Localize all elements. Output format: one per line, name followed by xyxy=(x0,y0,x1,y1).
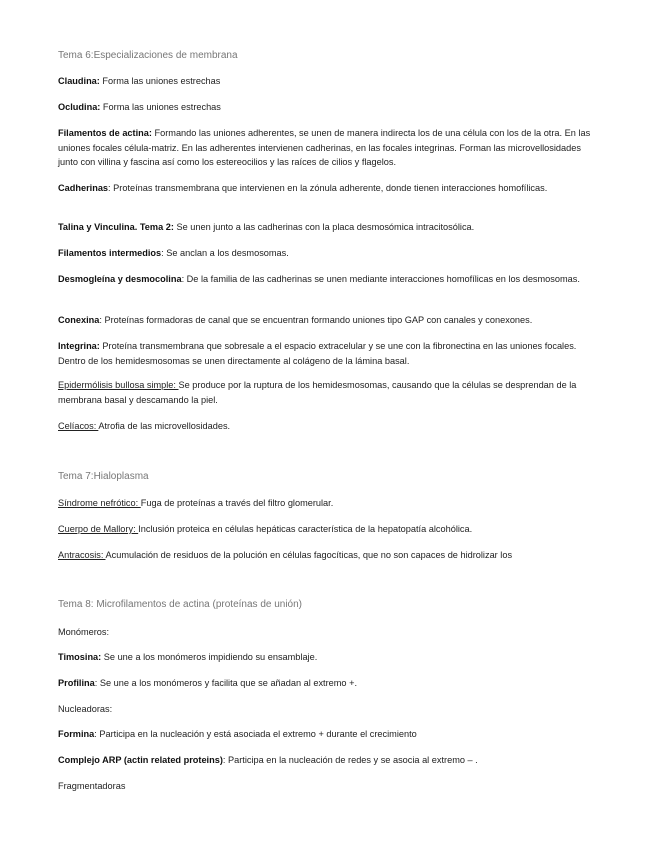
term: Profilina xyxy=(58,678,95,688)
paragraph-filamentos-intermedios xyxy=(58,246,594,261)
term: Formina xyxy=(58,729,95,739)
definition: Se produce por la ruptura de los hemidesmosomas, causando que la células se desprendan de la membrana basal y descamando la piel. xyxy=(58,380,577,405)
paragraph-claudina xyxy=(58,74,594,89)
definition: : Proteínas transmembrana que intervienen en la zónula adherente, donde tienen interacciones homofílicas. xyxy=(108,183,548,193)
paragraph-sindrome-nefrotico xyxy=(58,496,594,511)
term: Celíacos: xyxy=(58,421,99,431)
paragraph-complejo-arp xyxy=(58,753,594,768)
term: Desmogleína y desmocolina xyxy=(58,274,182,284)
term: Filamentos intermedios xyxy=(58,248,162,258)
section-title-tema-6: Tema 6:Especializaciones de membrana xyxy=(58,50,238,61)
paragraph-nucleadoras: Nucleadoras: xyxy=(58,704,113,714)
definition: Fuga de proteínas a través del filtro glomerular. xyxy=(140,498,334,508)
paragraph-profilina xyxy=(58,676,594,691)
paragraph-fragmentadoras: Fragmentadoras xyxy=(58,781,126,791)
definition: : De la familia de las cadherinas se unen mediante interacciones homofílicas en los desmosomas. xyxy=(181,274,580,284)
term: Cuerpo de Mallory: xyxy=(58,524,139,534)
term: Talina y Vinculina. Tema 2: xyxy=(58,222,174,232)
section-title-tema-7: Tema 7:Hialoplasma xyxy=(58,471,149,482)
term: Integrina: xyxy=(58,341,100,351)
paragraph-filamentos-actina xyxy=(58,126,594,170)
paragraph-desmogleina xyxy=(58,272,594,287)
term: Filamentos de actina: xyxy=(58,128,152,138)
term: Epidermólisis bullosa simple: xyxy=(58,380,179,390)
term: Timosina: xyxy=(58,652,102,662)
definition: Proteína transmembrana que sobresale a el espacio extracelular y se une con la fibronectina en las uniones focales. Dentro de los hemidesmosomas se unen directamente al colágeno de la lámina basal. xyxy=(58,341,577,366)
paragraph-formina xyxy=(58,727,594,742)
definition: : Proteínas formadoras de canal que se encuentran formando uniones tipo GAP con canales y conexones. xyxy=(99,315,533,325)
section-title-tema-8: Tema 8: Microfilamentos de actina (proteínas de unión) xyxy=(58,599,303,610)
paragraph-antracosis xyxy=(58,548,618,563)
paragraph-celiacos xyxy=(58,419,594,434)
definition: Se une a los monómeros impidiendo su ensamblaje. xyxy=(101,652,318,662)
term: Ocludina: xyxy=(58,102,101,112)
term: Complejo ARP (actin related proteins) xyxy=(58,755,223,765)
term: Conexina xyxy=(58,315,100,325)
definition: Acumulación de residuos de la polución en células fagocíticas, que no son capaces de hidrolizar los xyxy=(105,550,513,560)
paragraph-cuerpo-mallory xyxy=(58,522,594,537)
definition: Inclusión proteica en células hepáticas característica de la hepatopatía alcohólica. xyxy=(138,524,473,534)
term: Cadherinas xyxy=(58,183,109,193)
term: Claudina: xyxy=(58,76,100,86)
definition: Formando las uniones adherentes, se unen de manera indirecta los de una célula con los de la otra. En las uniones focales célula-matriz. En las adherentes intervienen cadherinas, en las focales integrinas. Forman las microvellosidades junto con villina y fascina así como los estereocilios y las raíces de cilios y flagelos. xyxy=(58,128,591,167)
paragraph-cadherinas xyxy=(58,181,594,196)
definition: : Se anclan a los desmosomas. xyxy=(161,248,289,258)
paragraph-integrina xyxy=(58,339,594,368)
paragraph-conexina xyxy=(58,313,594,328)
definition: Forma las uniones estrechas xyxy=(100,102,221,112)
definition: Se unen junto a las cadherinas con la placa desmosómica intracitosólica. xyxy=(173,222,475,232)
term: Antracosis: xyxy=(58,550,106,560)
definition: : Participa en la nucleación de redes y se asocia al extremo – . xyxy=(222,755,478,765)
definition: : Participa en la nucleación y está asociada el extremo + durante el crecimiento xyxy=(94,729,417,739)
paragraph-epidermolisis xyxy=(58,378,594,407)
paragraph-monomeros: Monómeros: xyxy=(58,627,110,637)
paragraph-timosina xyxy=(58,650,594,665)
definition: : Se une a los monómeros y facilita que se añadan al extremo +. xyxy=(94,678,358,688)
term: Síndrome nefrótico: xyxy=(58,498,141,508)
paragraph-talina-vinculina xyxy=(58,220,594,235)
paragraph-ocludina xyxy=(58,100,594,115)
definition: Atrofia de las microvellosidades. xyxy=(98,421,231,431)
definition: Forma las uniones estrechas xyxy=(99,76,221,86)
